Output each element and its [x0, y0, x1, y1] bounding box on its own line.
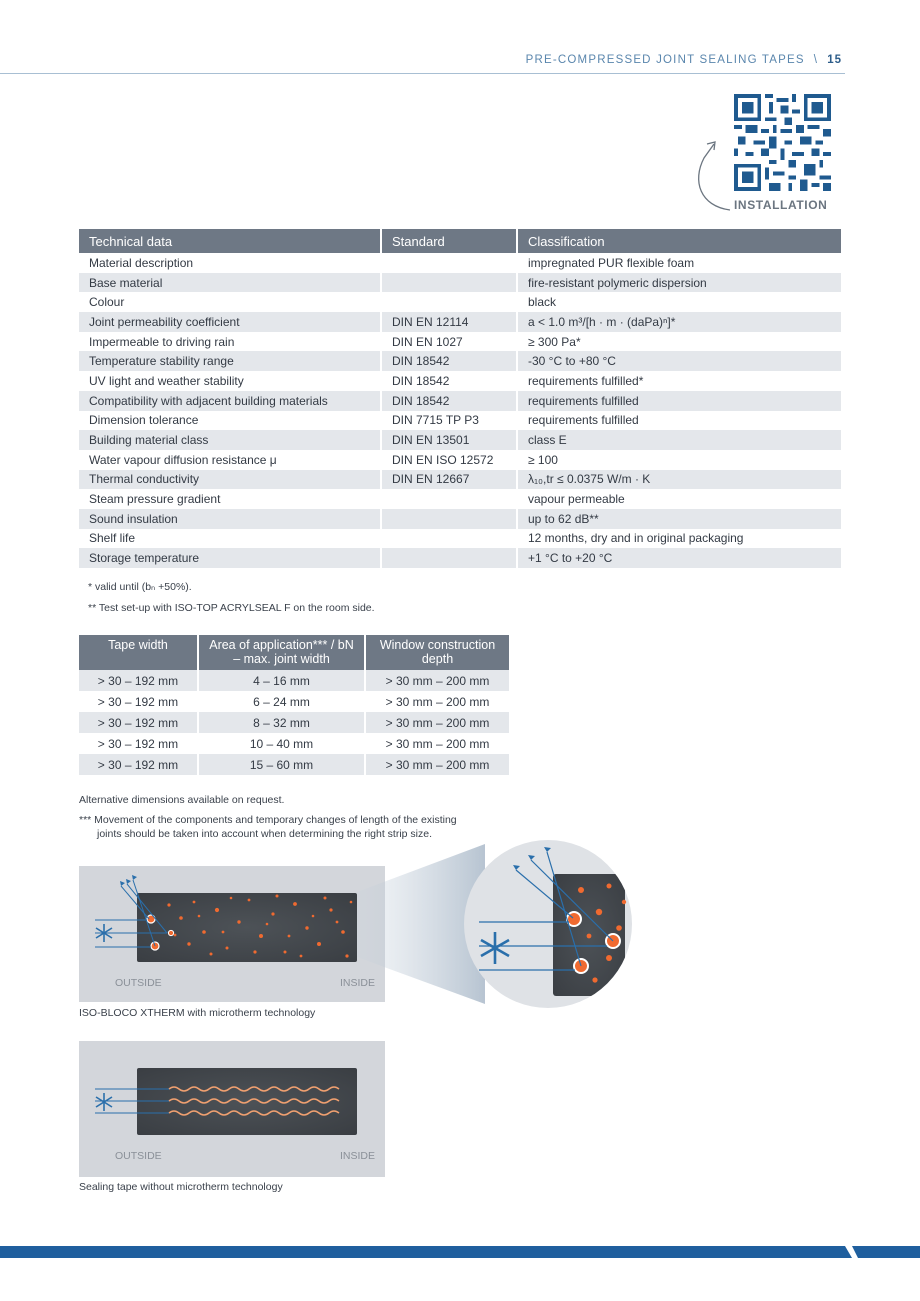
cell-tape-width: > 30 – 192 mm: [79, 691, 199, 712]
cell-standard: DIN EN ISO 12572: [382, 450, 518, 470]
cell-property: Compatibility with adjacent building materials: [79, 391, 382, 411]
table-header-row: [79, 229, 841, 253]
table-row: [79, 450, 841, 470]
cell-classification: requirements fulfilled: [528, 413, 639, 428]
tape-width-table: [79, 635, 509, 775]
column-header: Technical data: [79, 229, 382, 253]
column-header: Area of application*** / bN – max. joint width: [199, 635, 366, 670]
technical-data-table: [79, 229, 841, 568]
cell-depth: > 30 mm – 200 mm: [366, 712, 509, 733]
cell-tape-width: > 30 – 192 mm: [79, 712, 199, 733]
table-row: [79, 548, 841, 568]
footnote: ** Test set-up with ISO-TOP ACRYLSEAL F on the room side.: [88, 602, 375, 614]
cell-property: UV light and weather stability: [79, 371, 382, 391]
cell-classification: a < 1.0 m³/[h · m · (daPa)ⁿ]*: [518, 312, 841, 332]
table-row: [79, 712, 509, 733]
column-header: Window construction depth: [366, 635, 509, 670]
cell-standard: [382, 273, 518, 293]
table-row: [79, 691, 509, 712]
cell-property: Building material class: [79, 430, 382, 450]
cell-joint-width: 6 – 24 mm: [199, 691, 366, 712]
cell-property: Storage temperature: [79, 548, 382, 568]
cell-property: Thermal conductivity: [79, 470, 382, 490]
cell-classification: impregnated PUR flexible foam: [528, 255, 695, 270]
cell-depth: > 30 mm – 200 mm: [366, 670, 509, 691]
running-header: [526, 54, 842, 66]
footnote: * valid until (bₙ +50%).: [88, 581, 192, 593]
table-row: [79, 733, 509, 754]
cell-depth: > 30 mm – 200 mm: [385, 736, 490, 751]
cell-standard: DIN EN 13501: [382, 430, 518, 450]
table-header-row: [79, 635, 509, 670]
table-row: [79, 411, 841, 431]
cell-property: Shelf life: [79, 529, 382, 549]
standard-tape-diagram: [79, 1041, 386, 1177]
cell-property: Base material: [79, 273, 382, 293]
column-header: Classification: [518, 229, 841, 253]
cell-property: Impermeable to driving rain: [79, 332, 382, 352]
cell-standard: [382, 253, 518, 273]
table-row: [79, 754, 509, 775]
table-row: [79, 489, 841, 509]
table-row: [79, 312, 841, 332]
cell-classification: vapour permeable: [528, 492, 625, 507]
cell-standard: [382, 489, 518, 509]
cell-classification: ≥ 300 Pa*: [528, 334, 581, 349]
diagram2-caption: Sealing tape without microtherm technology: [79, 1181, 283, 1193]
table-row: [79, 253, 841, 273]
header-title: PRE-COMPRESSED JOINT SEALING TAPES: [525, 54, 805, 66]
cell-classification: up to 62 dB**: [518, 509, 841, 529]
table-row: [79, 529, 841, 549]
cell-tape-width: > 30 – 192 mm: [79, 733, 199, 754]
table-row: [79, 391, 841, 411]
cell-classification: fire-resistant polymeric dispersion: [518, 273, 841, 293]
cell-standard: [382, 509, 518, 529]
cell-standard: DIN 18542: [382, 351, 518, 371]
cell-standard: DIN 18542: [382, 391, 518, 411]
movement-note-line: *** Movement of the components and temporary changes of length of the existing: [79, 814, 457, 826]
cell-joint-width: 10 – 40 mm: [199, 733, 366, 754]
cell-property: Water vapour diffusion resistance μ: [79, 450, 382, 470]
cell-joint-width: 15 – 60 mm: [199, 754, 366, 775]
cell-property: Sound insulation: [79, 509, 382, 529]
cell-tape-width: > 30 – 192 mm: [79, 670, 199, 691]
cell-classification: λ₁₀,tr ≤ 0.0375 W/m · K: [518, 470, 841, 490]
cell-depth: > 30 mm – 200 mm: [385, 694, 490, 709]
table-row: [79, 509, 841, 529]
qr-code[interactable]: [734, 94, 831, 191]
table-row: [79, 371, 841, 391]
cell-standard: [382, 548, 518, 568]
cell-standard: DIN 7715 TP P3: [382, 411, 518, 431]
cell-property: Colour: [79, 292, 382, 312]
inside-label: INSIDE: [340, 977, 376, 989]
microtherm-diagram: [79, 840, 639, 1010]
footer-bar: [0, 1246, 920, 1258]
curved-arrow-icon: [690, 136, 740, 216]
cell-tape-width: > 30 – 192 mm: [79, 754, 199, 775]
movement-note-line: joints should be taken into account when determining the right strip size.: [97, 827, 433, 840]
cell-classification: +1 °C to +20 °C: [518, 548, 841, 568]
cell-depth: > 30 mm – 200 mm: [366, 754, 509, 775]
cell-property: Steam pressure gradient: [79, 489, 382, 509]
cell-classification: ≥ 100: [528, 452, 558, 467]
cell-classification: class E: [518, 430, 841, 450]
installation-label: INSTALLATION: [734, 198, 828, 212]
cell-classification: black: [528, 295, 557, 310]
header-separator: \: [813, 54, 819, 66]
column-header: Tape width: [79, 635, 199, 670]
diagram1-caption: ISO-BLOCO XTHERM with microtherm technology: [79, 1007, 316, 1019]
table-row: [79, 470, 841, 490]
table-row: [79, 430, 841, 450]
availability-note: Alternative dimensions available on request.: [79, 794, 285, 806]
table-row: [79, 332, 841, 352]
cell-standard: DIN EN 12114: [382, 312, 518, 332]
outside-label: OUTSIDE: [115, 977, 162, 989]
cell-classification: requirements fulfilled*: [528, 373, 644, 388]
cell-classification: 12 months, dry and in original packaging: [528, 531, 744, 546]
header-rule: [0, 73, 845, 74]
cell-standard: DIN EN 12667: [382, 470, 518, 490]
inside-label: INSIDE: [340, 1150, 376, 1162]
cell-property: Joint permeability coefficient: [79, 312, 382, 332]
table-row: [79, 292, 841, 312]
cell-joint-width: 4 – 16 mm: [199, 670, 366, 691]
cell-classification: -30 °C to +80 °C: [518, 351, 841, 371]
outside-label: OUTSIDE: [115, 1150, 162, 1162]
cell-standard: DIN EN 1027: [382, 332, 518, 352]
table-row: [79, 273, 841, 293]
cell-standard: [382, 529, 518, 549]
column-header: Standard: [382, 229, 518, 253]
page-number: 15: [827, 54, 842, 66]
cell-property: Material description: [79, 253, 382, 273]
table-row: [79, 351, 841, 371]
cell-joint-width: 8 – 32 mm: [199, 712, 366, 733]
cell-classification: requirements fulfilled: [518, 391, 841, 411]
cell-property: Dimension tolerance: [79, 411, 382, 431]
movement-note: [79, 814, 499, 841]
cell-standard: DIN 18542: [382, 371, 518, 391]
cell-standard: [382, 292, 518, 312]
table-row: [79, 670, 509, 691]
cell-property: Temperature stability range: [79, 351, 382, 371]
